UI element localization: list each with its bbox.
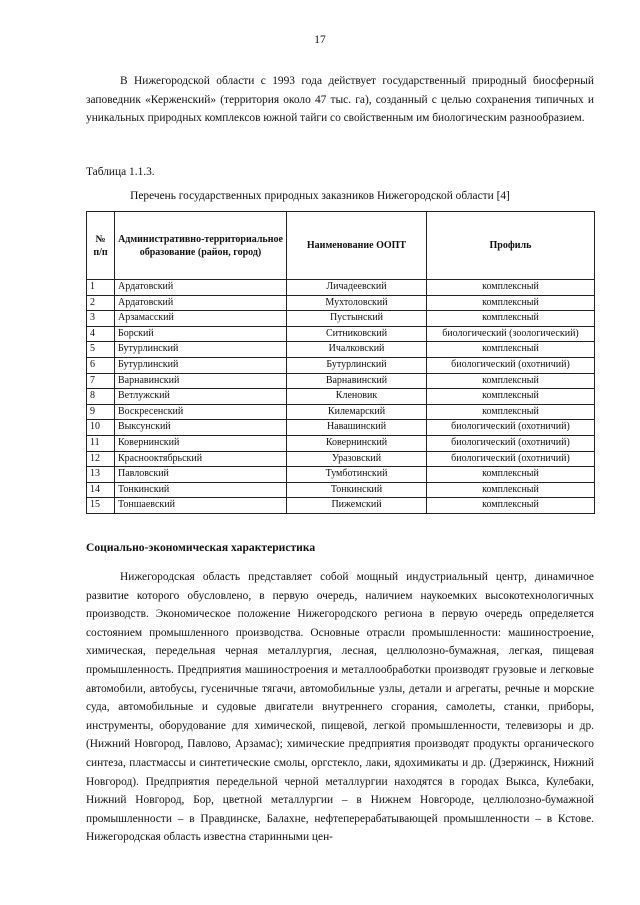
row-name: Килемарский (287, 404, 427, 420)
table-row (87, 482, 595, 498)
table-row (87, 451, 595, 467)
economy-paragraph: Нижегородская область представляет собой мощный индустриальный центр, динамичное развитие которого обусловлено, в первую очередь, наличием наукоемких высокотехнологичных производств. Экономическое положение Нижегородского региона в первую очередь определяется состоянием промышленного производства. Основные отрасли промышленности: машиностроение, химическая, передельная черная металлургия, лесная, целлюлозно-бумажная, легкая, пищевая промышленность. Предприятия машиностроения и металлообработки производят грузовые и легковые автомобили, автобусы, гусеничные тягачи, автомобильные узлы, детали и агрегаты, речные и морские суда, автомобильные и судовые двигатели внутреннего сгорания, самолеты, станки, приборы, инструменты, оборудование для химической, пищевой, легкой промышленности, телевизоры и др. (Нижний Новгород, Павлово, Арзамас); химические предприятия производят продукты органического синтеза, пластмассы и синтетические смолы, оргстекло, лаки, ядохимикаты и др. (Дзержинск, Нижний Новгород). Предприятия передельной черной металлургии находятся в городах Выкса, Кулебаки, Нижний Новгород, Бор, цветной металлургии – в Нижнем Новгороде, целлюлозно-бумажной промышленности – в Правдинске, Балахне, нефтеперерабатывающей промышленности – в Кстове. Нижегородская область известна старинными цен- (86, 571, 594, 844)
row-name: Мухтоловский (287, 295, 427, 311)
row-profile: комплексный (427, 295, 595, 311)
page-number: 17 (314, 34, 326, 46)
reserves-table (86, 211, 595, 514)
row-profile: комплексный (427, 482, 595, 498)
row-num: 13 (87, 467, 115, 483)
row-profile: комплексный (427, 389, 595, 405)
row-name: Уразовский (287, 451, 427, 467)
row-profile: биологический (охотничий) (427, 451, 595, 467)
row-name: Пустынский (287, 311, 427, 327)
row-name: Тумботинский (287, 467, 427, 483)
row-district: Краснооктябрьский (115, 451, 287, 467)
row-district: Павловский (115, 467, 287, 483)
row-district: Тонкинский (115, 482, 287, 498)
row-name: Пижемский (287, 498, 427, 514)
row-name: Кленовик (287, 389, 427, 405)
table-row (87, 326, 595, 342)
row-profile: комплексный (427, 498, 595, 514)
row-name: Навашинский (287, 420, 427, 436)
row-district: Выксунский (115, 420, 287, 436)
row-profile: комплексный (427, 342, 595, 358)
table-body (87, 280, 595, 514)
row-name: Ковернинский (287, 435, 427, 451)
table-row (87, 373, 595, 389)
table-row (87, 389, 595, 405)
row-name: Варнавинский (287, 373, 427, 389)
row-num: 5 (87, 342, 115, 358)
table-header-row (87, 212, 595, 280)
row-num: 8 (87, 389, 115, 405)
table-row (87, 357, 595, 373)
header-name: Наименование ООПТ (287, 212, 427, 280)
table-row (87, 280, 595, 296)
table-row (87, 404, 595, 420)
row-profile: комплексный (427, 373, 595, 389)
row-name: Ситниковский (287, 326, 427, 342)
table-row (87, 342, 595, 358)
row-profile: биологический (охотничий) (427, 357, 595, 373)
header-district: Административно-территориальное образование (район, город) (115, 212, 287, 280)
row-district: Бутурлинский (115, 342, 287, 358)
row-profile: комплексный (427, 280, 595, 296)
row-num: 1 (87, 280, 115, 296)
table-label: Таблица 1.1.3. (86, 166, 155, 178)
row-district: Ардатовский (115, 280, 287, 296)
row-district: Борский (115, 326, 287, 342)
row-num: 10 (87, 420, 115, 436)
table-caption: Перечень государственных природных заказников Нижегородской области [4] (130, 190, 510, 202)
row-district: Воскресенский (115, 404, 287, 420)
row-num: 6 (87, 357, 115, 373)
row-num: 3 (87, 311, 115, 327)
row-district: Арзамасский (115, 311, 287, 327)
row-profile: комплексный (427, 311, 595, 327)
table-row (87, 295, 595, 311)
intro-paragraph: В Нижегородской области с 1993 года действует государственный природный биосферный заповедник «Керженский» (территория около 47 тыс. га), созданный с целью сохранения типичных и уникальных природных комплексов южной тайги со свойственным им биологическим разнообразием. (86, 75, 594, 125)
row-profile: биологический (охотничий) (427, 435, 595, 451)
row-district: Ветлужский (115, 389, 287, 405)
row-district: Варнавинский (115, 373, 287, 389)
row-district: Бутурлинский (115, 357, 287, 373)
row-profile: биологический (охотничий) (427, 420, 595, 436)
row-district: Тоншаевский (115, 498, 287, 514)
row-num: 2 (87, 295, 115, 311)
row-district: Ардатовский (115, 295, 287, 311)
row-name: Тонкинский (287, 482, 427, 498)
row-num: 12 (87, 451, 115, 467)
row-num: 15 (87, 498, 115, 514)
row-num: 9 (87, 404, 115, 420)
table-row (87, 435, 595, 451)
row-profile: комплексный (427, 467, 595, 483)
row-name: Бутурлинский (287, 357, 427, 373)
table-row (87, 420, 595, 436)
row-name: Ичалковский (287, 342, 427, 358)
row-num: 14 (87, 482, 115, 498)
row-num: 7 (87, 373, 115, 389)
header-num: № п/п (87, 212, 115, 280)
row-profile: комплексный (427, 404, 595, 420)
row-profile: биологический (зоологический) (427, 326, 595, 342)
table-row (87, 311, 595, 327)
row-name: Личадеевский (287, 280, 427, 296)
row-district: Ковернинский (115, 435, 287, 451)
row-num: 4 (87, 326, 115, 342)
row-num: 11 (87, 435, 115, 451)
section-heading: Социально-экономическая характеристика (86, 541, 316, 554)
table-row (87, 467, 595, 483)
header-profile: Профиль (427, 212, 595, 280)
table-row (87, 498, 595, 514)
